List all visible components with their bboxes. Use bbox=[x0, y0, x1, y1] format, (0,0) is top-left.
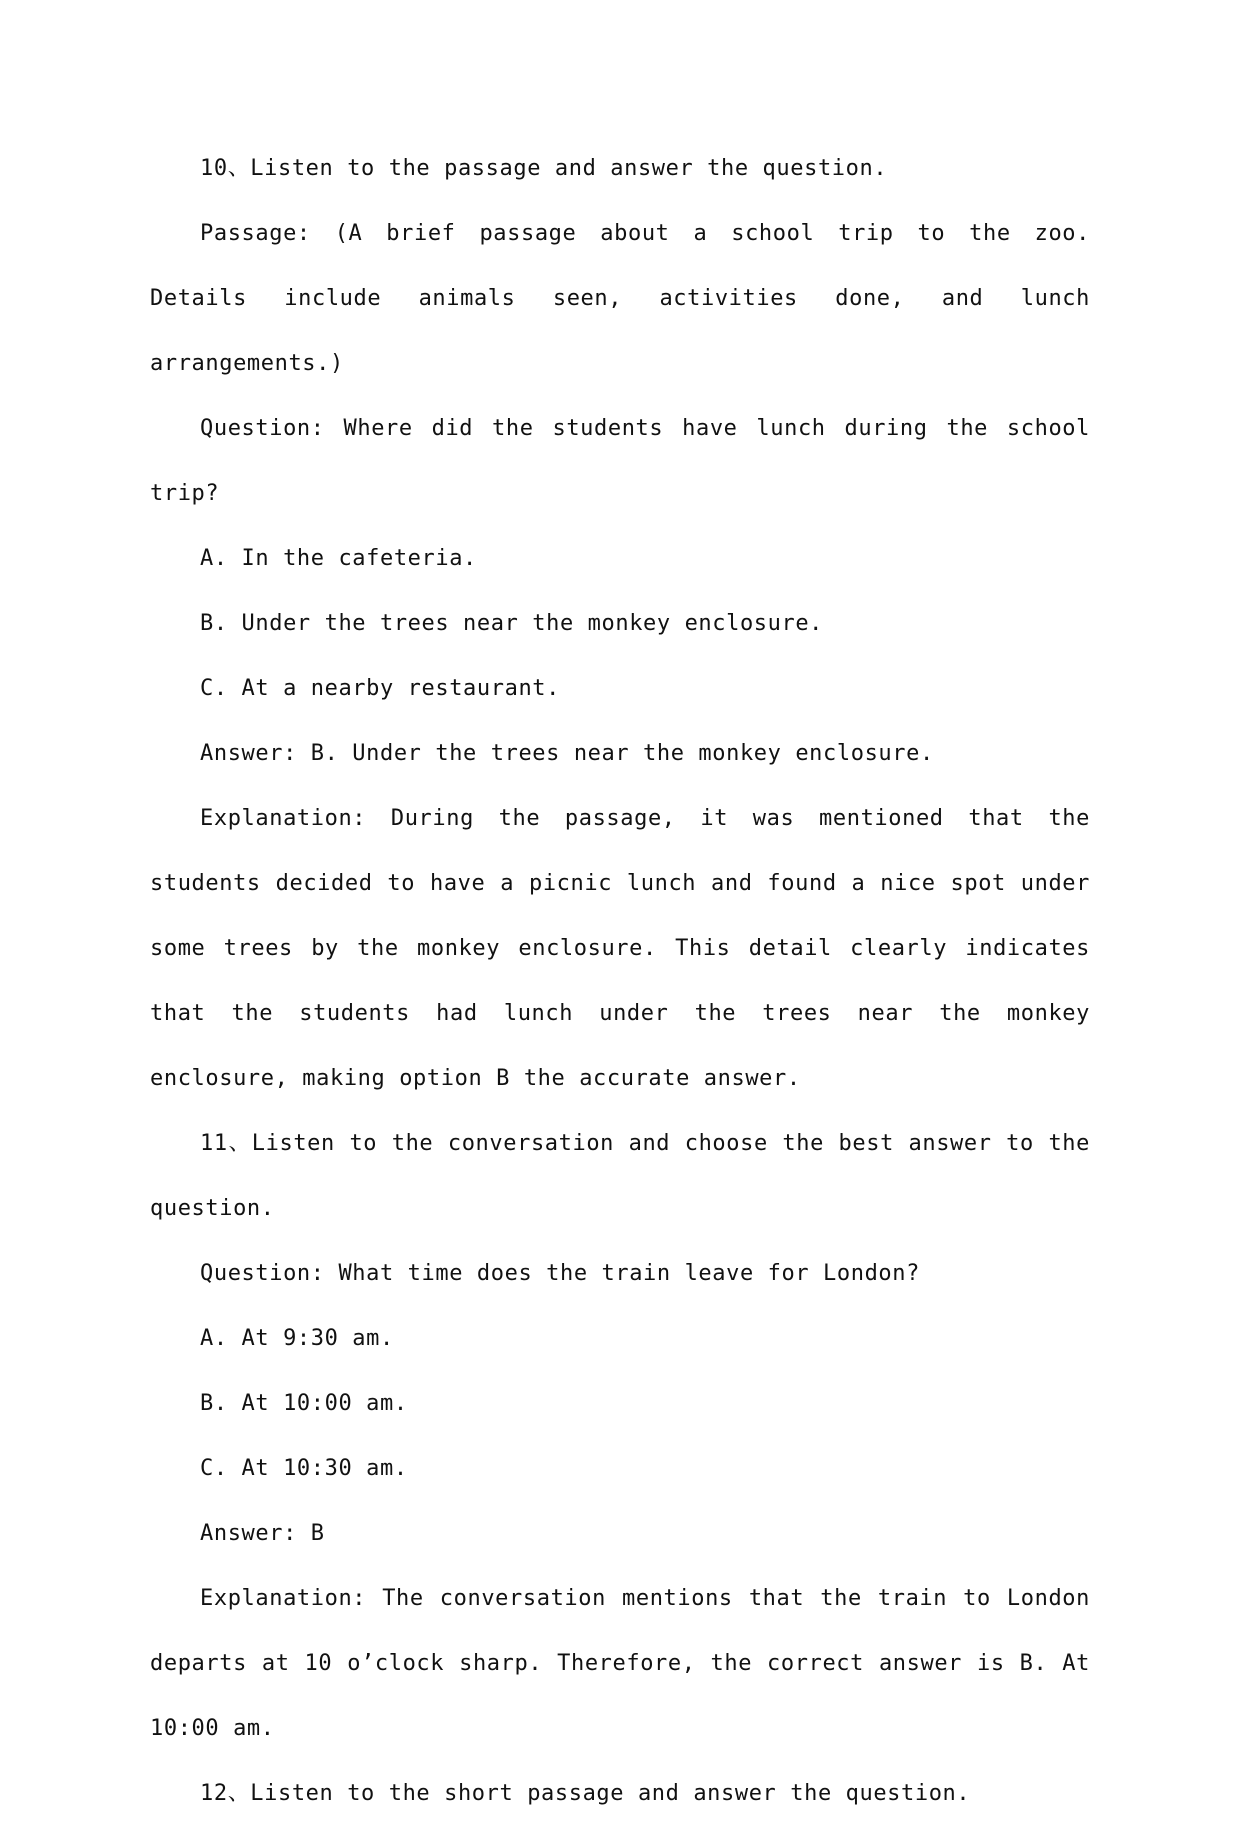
question-11-option-a: A. At 9:30 am. bbox=[200, 1326, 394, 1351]
question-10-heading: 10、Listen to the passage and answer the question. bbox=[200, 156, 888, 181]
document-page bbox=[150, 136, 1090, 1826]
question-11-option-c: C. At 10:30 am. bbox=[200, 1456, 408, 1481]
question-10-explanation: Explanation: During the passage, it was mentioned that the students decided to have a picnic lunch and found a nice spot under some trees by the monkey enclosure. This detail clearly indicates that the students had lunch under the trees near the monkey enclosure, making option B the accurate answer. bbox=[150, 806, 1090, 1091]
question-11-heading: 11、Listen to the conversation and choose the best answer to the question. bbox=[150, 1131, 1090, 1221]
question-10-answer: Answer: B. Under the trees near the monkey enclosure. bbox=[200, 741, 934, 766]
question-10-option-c: C. At a nearby restaurant. bbox=[200, 676, 560, 701]
question-11-explanation: Explanation: The conversation mentions that the train to London departs at 10 o’clock sharp. Therefore, the correct answer is B. At 10:00 am. bbox=[150, 1586, 1090, 1741]
passage-description: Passage: (A brief passage about a school trip to the zoo. Details include animals seen, activities done, and lunch arrangements.) bbox=[150, 221, 1090, 376]
question-10-text: Question: Where did the students have lunch during the school trip? bbox=[150, 416, 1090, 506]
question-12-heading: 12、Listen to the short passage and answer the question. bbox=[200, 1781, 971, 1806]
question-11-answer: Answer: B bbox=[200, 1521, 325, 1546]
question-10-option-b: B. Under the trees near the monkey enclosure. bbox=[200, 611, 824, 636]
question-11-text: Question: What time does the train leave for London? bbox=[200, 1261, 920, 1286]
question-10-option-a: A. In the cafeteria. bbox=[200, 546, 477, 571]
question-11-option-b: B. At 10:00 am. bbox=[200, 1391, 408, 1416]
